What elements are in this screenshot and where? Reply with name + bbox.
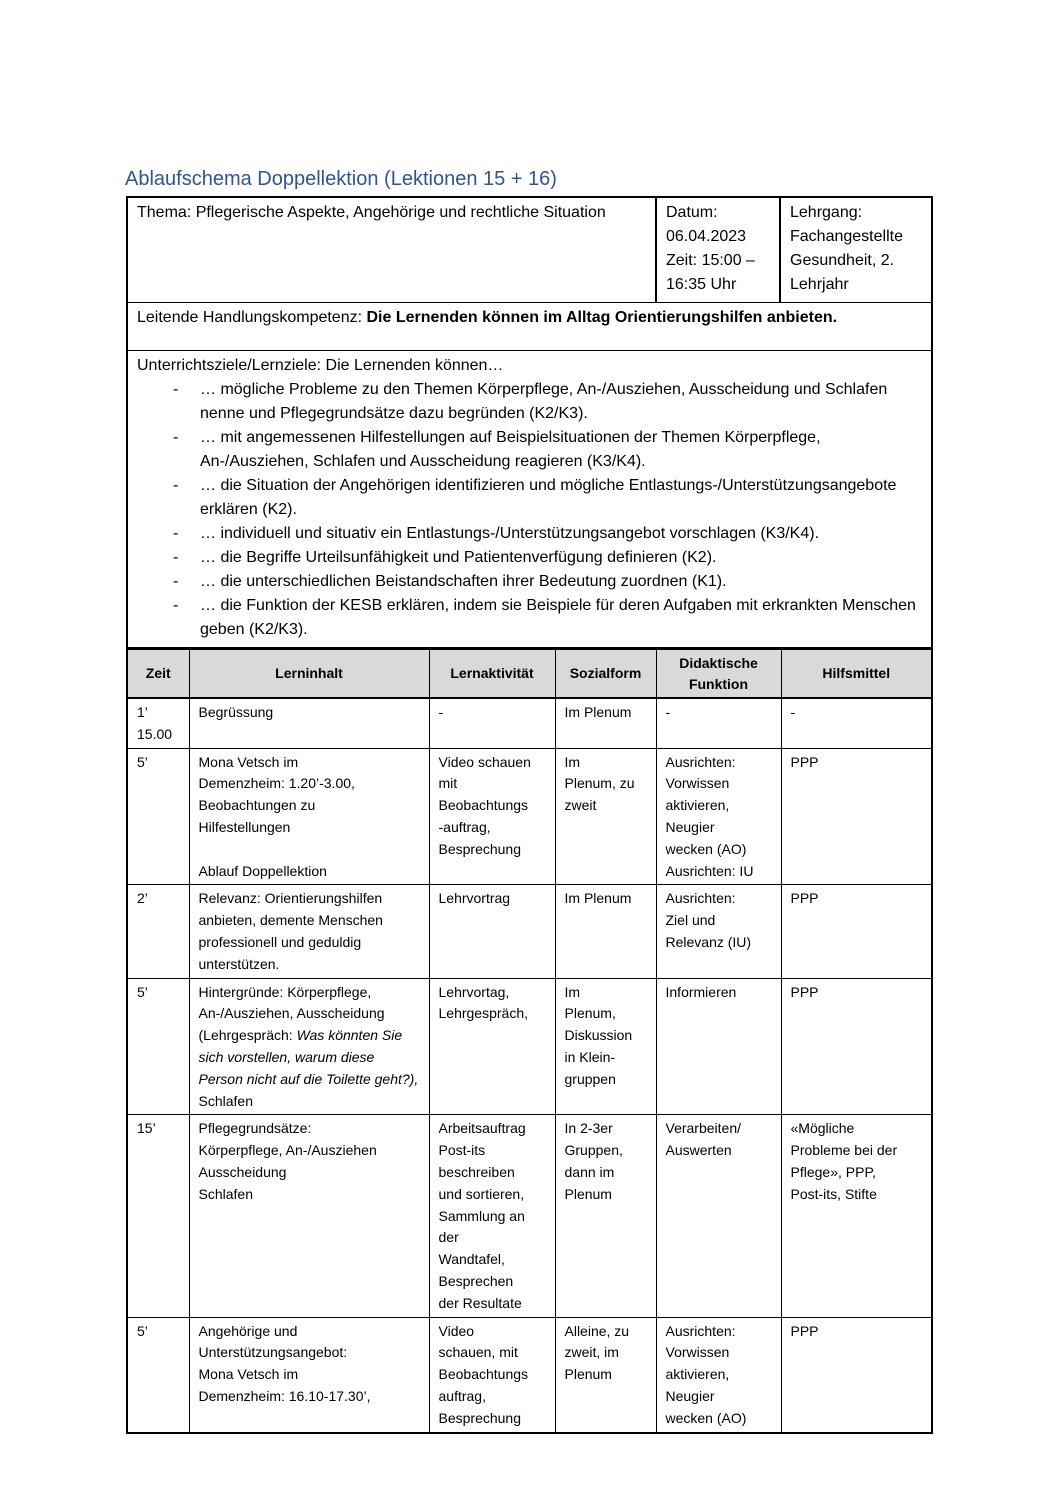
cell-line: PPP (790, 753, 819, 770)
cell-line: Probleme bei der (790, 1142, 898, 1159)
sozialform-cell (555, 748, 656, 885)
page-title: Ablaufschema Doppellektion (Lektionen 15 + 16) (125, 168, 557, 190)
cell-line: Besprechung (438, 840, 522, 857)
lerninhalt-text: Hintergründe: Körperpflege, An-/Ausziehen, Ausscheidung (Lehrgespräch: (198, 983, 385, 1044)
lernaktivitaet-cell (429, 748, 555, 885)
sozialform-cell (555, 1317, 656, 1432)
hilfsmittel-cell (781, 698, 932, 748)
cell-line: aktivieren, (665, 797, 730, 814)
cell-line: der Resultate (438, 1294, 522, 1311)
cell-line: 15.00 (137, 725, 173, 742)
table-row (127, 978, 932, 1115)
cell-line: Vorwissen (665, 1344, 730, 1361)
competence-label: Leitende Handlungskompetenz: (137, 309, 367, 326)
cell-line: wecken (AO) (665, 1409, 747, 1426)
lehrgang-line: Lehrjahr (790, 276, 849, 293)
cell-line: unterstützen. (198, 955, 280, 972)
cell-line: 15’ (137, 1120, 156, 1137)
cell-line: Lehrvortag, (438, 983, 510, 1000)
goal-item: - … die Situation der Angehörigen identifizieren und mögliche Entlastungs-/Unterstützungsangebote erklären (K2). (137, 474, 922, 522)
cell-line: auftrag, (438, 1387, 486, 1404)
goal-item: - … mögliche Probleme zu den Themen Körperpflege, An-/Ausziehen, Ausscheidung und Schlafen nenne und Pflegegrundsätze dazu begründen (K2/K3). (137, 378, 922, 426)
cell-line: Verarbeiten/ (665, 1120, 741, 1137)
cell-line: Begrüssung (198, 704, 274, 720)
lerninhalt-text: Schlafen (198, 1092, 253, 1109)
table-row (127, 1317, 932, 1432)
goal-item: - … mit angemessenen Hilfestellungen auf Beispielsituationen der Themen Körperpflege, An-/Ausziehen, Schlafen und Ausscheidung reagieren (K3/K4). (137, 426, 922, 474)
zeit-cell (127, 978, 189, 1115)
lernaktivitaet-cell (429, 698, 555, 748)
cell-line: Plenum, (564, 1005, 616, 1022)
table-row (127, 698, 932, 748)
cell-line: Video schauen (438, 753, 531, 770)
funktion-cell (656, 885, 781, 978)
cell-line: beschreiben (438, 1163, 515, 1180)
lerninhalt-cell (189, 698, 429, 748)
sozialform-cell (555, 978, 656, 1115)
cell-line: Lehrgespräch, (438, 1005, 529, 1022)
datum-value: 06.04.2023 (666, 228, 747, 245)
cell-line: PPP (790, 890, 819, 907)
zeit-cell (127, 698, 189, 748)
goal-item: - … die Begriffe Urteilsunfähigkeit und Patientenverfügung definieren (K2). (137, 546, 922, 570)
cell-line: Beobachtungen zu (198, 797, 316, 814)
sozialform-cell (555, 885, 656, 978)
funktion-cell (656, 978, 781, 1115)
cell-line: Mona Vetsch im (198, 753, 299, 770)
cell-line: Auswerten (665, 1142, 732, 1159)
table-row (127, 748, 932, 885)
cell-line: Ausrichten: (665, 753, 736, 770)
hilfsmittel-cell (781, 1317, 932, 1432)
goal-item: - … die Funktion der KESB erklären, indem sie Beispiele für deren Aufgaben mit erkrankten Menschen geben (K2/K3). (137, 594, 922, 642)
cell-line: PPP (790, 1322, 819, 1339)
hilfsmittel-cell (781, 1115, 932, 1317)
cell-line: professionell und geduldig (198, 933, 362, 950)
zeit-cell (127, 885, 189, 978)
cell-line: der (438, 1229, 459, 1246)
cell-line: Relevanz (IU) (665, 933, 752, 950)
cell-line: Gruppen, (564, 1142, 623, 1159)
sozialform-cell (555, 698, 656, 748)
cell-line: Körperpflege, An-/Ausziehen (198, 1142, 377, 1159)
lernaktivitaet-cell (429, 978, 555, 1115)
cell-line: PPP (790, 983, 819, 1000)
cell-line: Ausrichten: IU (665, 862, 754, 879)
lerninhalt-cell (189, 748, 429, 885)
cell-line: Neugier (665, 818, 715, 835)
cell-line: Mona Vetsch im (198, 1366, 299, 1383)
cell-line: Ziel und (665, 912, 716, 929)
cell-line: dann im (564, 1163, 615, 1180)
zeit-label: Zeit: 15:00 – (666, 252, 755, 269)
cell-line: Pflegegrundsätze: (198, 1120, 312, 1137)
hilfsmittel-cell (781, 885, 932, 978)
cell-line: Im Plenum (564, 890, 632, 907)
zeit-cell (127, 1317, 189, 1432)
cell-line: 5’ (137, 1322, 148, 1339)
cell-line: in Klein- (564, 1048, 616, 1065)
cell-line: Video (438, 1322, 475, 1339)
cell-line: 5’ (137, 753, 148, 770)
lerninhalt-cell (189, 978, 429, 1115)
lernaktivitaet-cell (429, 1115, 555, 1317)
lehrgang-line: Fachangestellte (790, 228, 903, 245)
zeit-cell (127, 748, 189, 885)
column-header-lernaktivitaet: Lernaktivität (429, 650, 555, 699)
cell-line: Schlafen (198, 1185, 253, 1202)
lesson-schedule-table (126, 649, 933, 1434)
goals-intro: Unterrichtsziele/Lernziele: Die Lernenden können… (137, 357, 504, 374)
cell-line: Hilfestellungen (198, 818, 291, 835)
cell-line: aktivieren, (665, 1366, 730, 1383)
hilfsmittel-cell (781, 978, 932, 1115)
cell-line: zweit, im (564, 1344, 619, 1361)
funktion-cell (656, 1317, 781, 1432)
column-header-didaktische-funktion: Didaktische Funktion (656, 650, 781, 699)
cell-line: 1’ (137, 704, 148, 720)
lerninhalt-question: Was könnten Sie sich vorstellen, warum diese Person nicht auf die Toilette geht?), (198, 1027, 419, 1087)
cell-line: Demenzheim: 16.10-17.30’, (198, 1387, 371, 1404)
zeit-value: 16:35 Uhr (666, 276, 737, 293)
lernaktivitaet-cell (429, 885, 555, 978)
lernaktivitaet-cell (429, 1317, 555, 1432)
thema-cell: Thema: Pflegerische Aspekte, Angehörige und rechtliche Situation (127, 197, 656, 303)
cell-line: Relevanz: Orientierungshilfen (198, 890, 383, 907)
cell-line: und sortieren, (438, 1185, 525, 1202)
column-header-sozialform: Sozialform (555, 650, 656, 699)
funktion-cell (656, 1115, 781, 1317)
header-table (126, 196, 933, 649)
lerninhalt-cell (189, 1115, 429, 1317)
cell-line: zweit (564, 797, 597, 814)
cell-line: Post-its, Stifte (790, 1185, 877, 1202)
cell-line: Im (564, 983, 581, 1000)
funktion-cell (656, 748, 781, 885)
cell-line: Ablauf Doppellektion (198, 862, 327, 879)
goal-item: - … individuell und situativ ein Entlastungs-/Unterstützungsangebot vorschlagen (K3/K4). (137, 522, 922, 546)
cell-line: Ausscheidung (198, 1163, 287, 1180)
cell-line: mit (438, 775, 458, 792)
lehrgang-cell (780, 197, 932, 303)
hilfsmittel-cell (781, 748, 932, 885)
cell-line: Neugier (665, 1387, 715, 1404)
column-header-hilfsmittel: Hilfsmittel (781, 650, 932, 699)
cell-line: Alleine, zu (564, 1322, 630, 1339)
cell-line: gruppen (564, 1070, 616, 1087)
cell-line: schauen, mit (438, 1344, 518, 1361)
cell-line: -auftrag, (438, 818, 491, 835)
cell-line: Demenzheim: 1.20’-3.00, (198, 775, 355, 792)
cell-line: Plenum (564, 1366, 612, 1383)
cell-line: Plenum, zu (564, 775, 635, 792)
cell-line: Im Plenum (564, 704, 632, 720)
lesson-plan-document (126, 196, 931, 1434)
cell-line: - (438, 704, 444, 720)
cell-line (199, 839, 420, 861)
lehrgang-label: Lehrgang: (790, 204, 863, 221)
lerninhalt-cell (189, 885, 429, 978)
cell-line: Angehörige und (198, 1322, 298, 1339)
funktion-cell (656, 698, 781, 748)
cell-line: Wandtafel, (438, 1251, 505, 1268)
cell-line: 2’ (137, 890, 148, 907)
cell-line: wecken (AO) (665, 840, 747, 857)
table-row (127, 1115, 932, 1317)
lehrgang-line: Gesundheit, 2. (790, 252, 895, 269)
competence-cell (127, 303, 932, 351)
cell-line: Pflege», PPP, (790, 1163, 876, 1180)
cell-line: 5’ (137, 983, 148, 1000)
lerninhalt-cell (189, 1317, 429, 1432)
cell-line: Diskussion (564, 1027, 633, 1044)
table-row (127, 885, 932, 978)
goals-list (137, 378, 922, 642)
datum-label: Datum: (666, 204, 718, 221)
cell-line: Post-its (438, 1142, 486, 1159)
datum-cell (656, 197, 780, 303)
cell-line: Beobachtungs (438, 797, 529, 814)
goals-cell (127, 351, 932, 649)
cell-line: Im (564, 753, 581, 770)
cell-line: Lehrvortrag (438, 890, 511, 907)
cell-line: Besprechung (438, 1409, 522, 1426)
goal-item: - … die unterschiedlichen Beistandschaften ihrer Bedeutung zuordnen (K1). (137, 570, 922, 594)
cell-line: Vorwissen (665, 775, 730, 792)
cell-line: - (665, 704, 671, 720)
cell-line: Besprechen (438, 1272, 514, 1289)
cell-line: Unterstützungsangebot: (198, 1344, 348, 1361)
cell-line: anbieten, demente Menschen (198, 912, 383, 929)
cell-line: Sammlung an (438, 1207, 525, 1224)
cell-line: Informieren (665, 983, 737, 1000)
cell-line: Ausrichten: (665, 890, 736, 907)
cell-line: Plenum (564, 1185, 612, 1202)
cell-line: - (790, 704, 796, 720)
sozialform-cell (555, 1115, 656, 1317)
column-header-zeit: Zeit (127, 650, 189, 699)
cell-line: In 2-3er (564, 1120, 613, 1137)
column-header-lerninhalt: Lerninhalt (189, 650, 429, 699)
cell-line: «Mögliche (790, 1120, 855, 1137)
cell-line: Beobachtungs (438, 1366, 529, 1383)
cell-line: Ausrichten: (665, 1322, 736, 1339)
cell-line: Arbeitsauftrag (438, 1120, 526, 1137)
competence-text: Die Lernenden können im Alltag Orientierungshilfen anbieten. (366, 309, 838, 326)
zeit-cell (127, 1115, 189, 1317)
